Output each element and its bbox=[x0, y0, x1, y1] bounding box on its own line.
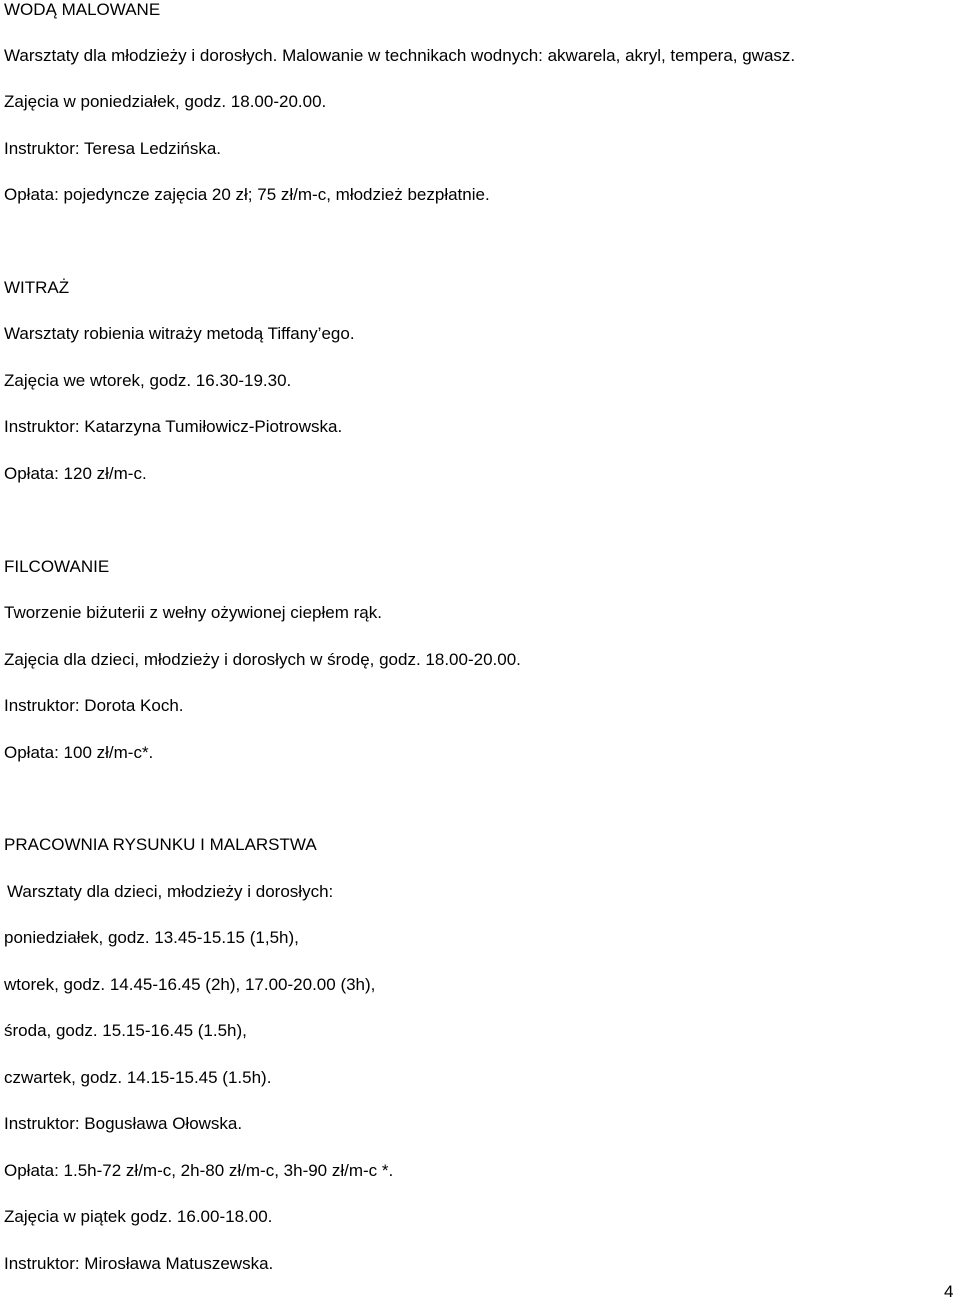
page-number: 4 bbox=[944, 1282, 954, 1301]
fee-line: Opłata: 1.5h-72 zł/m-c, 2h-80 zł/m-c, 3h-90 zł/m-c *. bbox=[4, 1161, 394, 1180]
instructor-line: Instruktor: Katarzyna Tumiłowicz-Piotrowska. bbox=[4, 417, 343, 436]
fee-line: Opłata: 120 zł/m-c. bbox=[4, 464, 147, 483]
fee-line: Opłata: pojedyncze zajęcia 20 zł; 75 zł/m-c, młodzież bezpłatnie. bbox=[4, 185, 490, 204]
schedule-line: Zajęcia we wtorek, godz. 16.30-19.30. bbox=[4, 371, 292, 390]
schedule-friday: Zajęcia w piątek godz. 16.00-18.00. bbox=[4, 1207, 273, 1226]
description-line: Warsztaty robienia witraży metodą Tiffany’ego. bbox=[4, 324, 355, 343]
schedule-thursday: czwartek, godz. 14.15-15.45 (1.5h). bbox=[4, 1068, 272, 1087]
schedule-wednesday: środa, godz. 15.15-16.45 (1.5h), bbox=[4, 1021, 247, 1040]
description-line: Warsztaty dla dzieci, młodzieży i dorosłych: bbox=[7, 882, 334, 901]
instructor-line: Instruktor: Bogusława Ołowska. bbox=[4, 1114, 243, 1133]
schedule-monday: poniedziałek, godz. 13.45-15.15 (1,5h), bbox=[4, 928, 299, 947]
schedule-line: Zajęcia w poniedziałek, godz. 18.00-20.00. bbox=[4, 92, 327, 111]
description-line: Warsztaty dla młodzieży i dorosłych. Malowanie w technikach wodnych: akwarela, akryl, tempera, gwasz. bbox=[4, 46, 796, 65]
fee-line: Opłata: 100 zł/m-c*. bbox=[4, 743, 154, 762]
schedule-line: Zajęcia dla dzieci, młodzieży i dorosłych w środę, godz. 18.00-20.00. bbox=[4, 650, 521, 669]
description-line: Tworzenie biżuterii z wełny ożywionej ciepłem rąk. bbox=[4, 603, 382, 622]
instructor-line: Instruktor: Dorota Koch. bbox=[4, 696, 184, 715]
instructor-line: Instruktor: Teresa Ledzińska. bbox=[4, 139, 222, 158]
section-heading: WITRAŻ bbox=[4, 278, 70, 297]
section-heading: PRACOWNIA RYSUNKU I MALARSTWA bbox=[4, 835, 317, 854]
section-heading: WODĄ MALOWANE bbox=[4, 0, 161, 19]
schedule-tuesday: wtorek, godz. 14.45-16.45 (2h), 17.00-20.00 (3h), bbox=[4, 975, 376, 994]
instructor-line-friday: Instruktor: Mirosława Matuszewska. bbox=[4, 1254, 274, 1273]
section-heading: FILCOWANIE bbox=[4, 557, 110, 576]
